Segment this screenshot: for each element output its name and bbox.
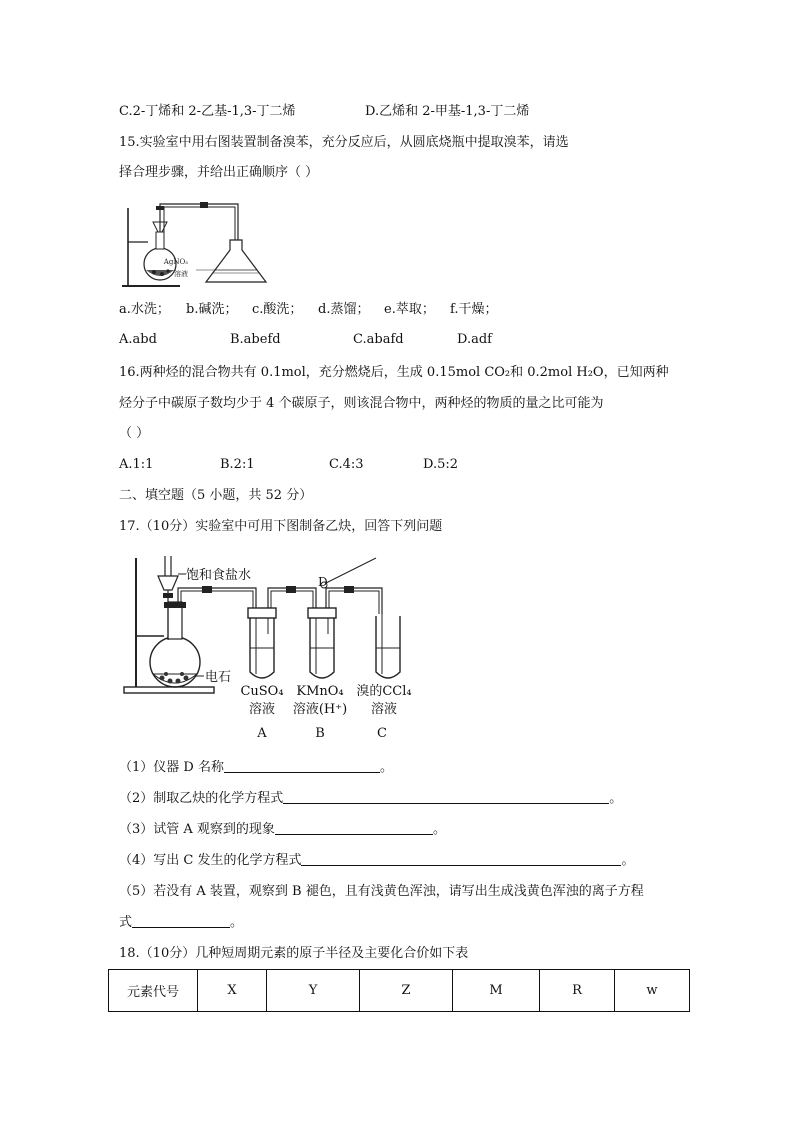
- conical-flask: [206, 240, 266, 282]
- q17-stem: 17.（10分）实验室中可用下图制备乙炔，回答下列问题: [119, 519, 443, 534]
- q15-step-e: e.萃取；: [384, 302, 435, 317]
- q14-option-d: D.乙烯和 2-甲基-1,3-丁二烯: [365, 104, 530, 119]
- saturated-brine-label: 饱和食盐水: [186, 568, 252, 583]
- q17-sub1-answer-blank[interactable]: [224, 758, 380, 773]
- tube-c-letter: C: [377, 726, 387, 741]
- test-tube-b-stopper: [308, 608, 336, 618]
- dropping-funnel: [158, 576, 178, 590]
- q16-stem-line3: （ ）: [119, 426, 150, 441]
- tube-a-solution: 溶液: [248, 702, 276, 717]
- q17-sub5-line2: [119, 913, 243, 933]
- table-header-cell: Z: [360, 970, 453, 1012]
- table-header-cell: R: [540, 970, 615, 1012]
- tube-a-reagent: CuSO₄: [240, 684, 284, 699]
- q16-stem-line1: 16.两种烃的混合物共有 0.1mol，充分燃烧后，生成 0.15mol CO₂和 0.2mol H₂O，已知两种: [119, 365, 669, 380]
- q17-acetylene-apparatus-figure: [120, 550, 420, 745]
- q15-stem-line2: 择合理步骤，并给出正确顺序（ ）: [119, 165, 319, 180]
- q17-sub2-end: 。: [609, 791, 623, 806]
- gas-tube-1: [178, 588, 256, 614]
- tube-c-solution: 溶液: [370, 702, 398, 717]
- q17-sub3-prompt: （3）试管 A 观察到的现象: [119, 822, 275, 837]
- q17-sub2-answer-blank[interactable]: [283, 789, 609, 804]
- q15-step-b: b.碱洗；: [186, 302, 238, 317]
- q15-option-b: B.abefd: [230, 332, 281, 347]
- table-header-cell: 元素代号: [109, 970, 198, 1012]
- q15-option-d: D.adf: [457, 332, 492, 347]
- q16-option-c: C.4:3: [329, 457, 364, 472]
- q17-sub5-line1: （5）若没有 A 装置，观察到 B 褪色，且有浅黄色浑浊，请写出生成浅黄色浑浊的离子方程: [119, 884, 644, 899]
- q17-sub2-prompt: （2）制取乙炔的化学方程式: [119, 791, 284, 806]
- q17-sub4: [119, 851, 635, 871]
- q17-sub5-end: 。: [230, 915, 244, 930]
- q14-option-c: C.2-丁烯和 2-乙基-1,3-丁二烯: [119, 104, 296, 119]
- q17-sub4-end: 。: [621, 853, 635, 868]
- test-tube-a-stopper: [248, 608, 276, 618]
- q17-sub4-prompt: （4）写出 C 发生的化学方程式: [119, 853, 302, 868]
- connecting-tube: [160, 204, 238, 248]
- round-bottom-flask: [150, 637, 200, 687]
- q18-stem: 18.（10分）几种短周期元素的原子半径及主要化合价如下表: [119, 946, 469, 961]
- q15-stem-line1: 15.实验室中用右图装置制备溴苯，充分反应后，从圆底烧瓶中提取溴苯，请选: [119, 135, 569, 150]
- q15-step-f: f.干燥；: [450, 302, 498, 317]
- section-heading: 二、填空题（5 小题，共 52 分）: [119, 488, 313, 503]
- q17-sub1-end: 。: [379, 760, 393, 775]
- tube-c-reagent: 溴的CCl₄: [356, 684, 412, 699]
- table-header-row: [109, 970, 690, 1012]
- flask-liquid: [146, 270, 174, 276]
- table-header-cell: X: [198, 970, 267, 1012]
- calcium-carbide-label: 电石: [205, 670, 232, 685]
- instrument-d-label: D: [318, 575, 328, 589]
- q15-step-c: c.酸洗；: [252, 302, 303, 317]
- agno3-label: AgNO₃: [163, 258, 188, 266]
- q17-sub3-end: 。: [432, 822, 446, 837]
- q15-option-c: C.abafd: [353, 332, 404, 347]
- q16-option-a: A.1:1: [119, 457, 154, 472]
- table-header-cell: w: [615, 970, 690, 1012]
- table-header-cell: M: [453, 970, 540, 1012]
- tube-b-letter: B: [315, 726, 325, 741]
- flask-neck: [156, 232, 164, 249]
- q16-stem-line2: 烃分子中碳原子数均少于 4 个碳原子，则该混合物中，两种烃的物质的量之比可能为: [119, 396, 604, 411]
- table-header-cell: Y: [267, 970, 360, 1012]
- q17-sub4-answer-blank[interactable]: [301, 851, 621, 866]
- tube-a-letter: A: [257, 726, 267, 741]
- q16-option-b: B.2:1: [220, 457, 255, 472]
- q17-sub5-prompt: 式: [119, 915, 133, 930]
- q15-apparatus-figure: [118, 196, 278, 292]
- q17-sub1-prompt: （1）仪器 D 名称: [119, 760, 224, 775]
- element-table: [108, 969, 690, 1012]
- q17-sub1: [119, 758, 393, 778]
- q17-sub3: [119, 820, 446, 840]
- tube-b-reagent: KMnO₄: [296, 684, 344, 699]
- stand-base: [124, 687, 214, 693]
- q17-sub3-answer-blank[interactable]: [275, 820, 433, 835]
- q15-step-a: a.水洗；: [119, 302, 170, 317]
- test-tube-c: [376, 616, 400, 678]
- q17-sub5-answer-blank[interactable]: [132, 913, 230, 928]
- q17-sub2: [119, 789, 622, 809]
- q16-option-d: D.5:2: [423, 457, 459, 472]
- q15-option-a: A.abd: [119, 332, 157, 347]
- solution-label: 溶液: [174, 270, 188, 278]
- tube-b-solution: 溶液(H⁺): [292, 702, 348, 717]
- q15-step-d: d.蒸馏；: [318, 302, 370, 317]
